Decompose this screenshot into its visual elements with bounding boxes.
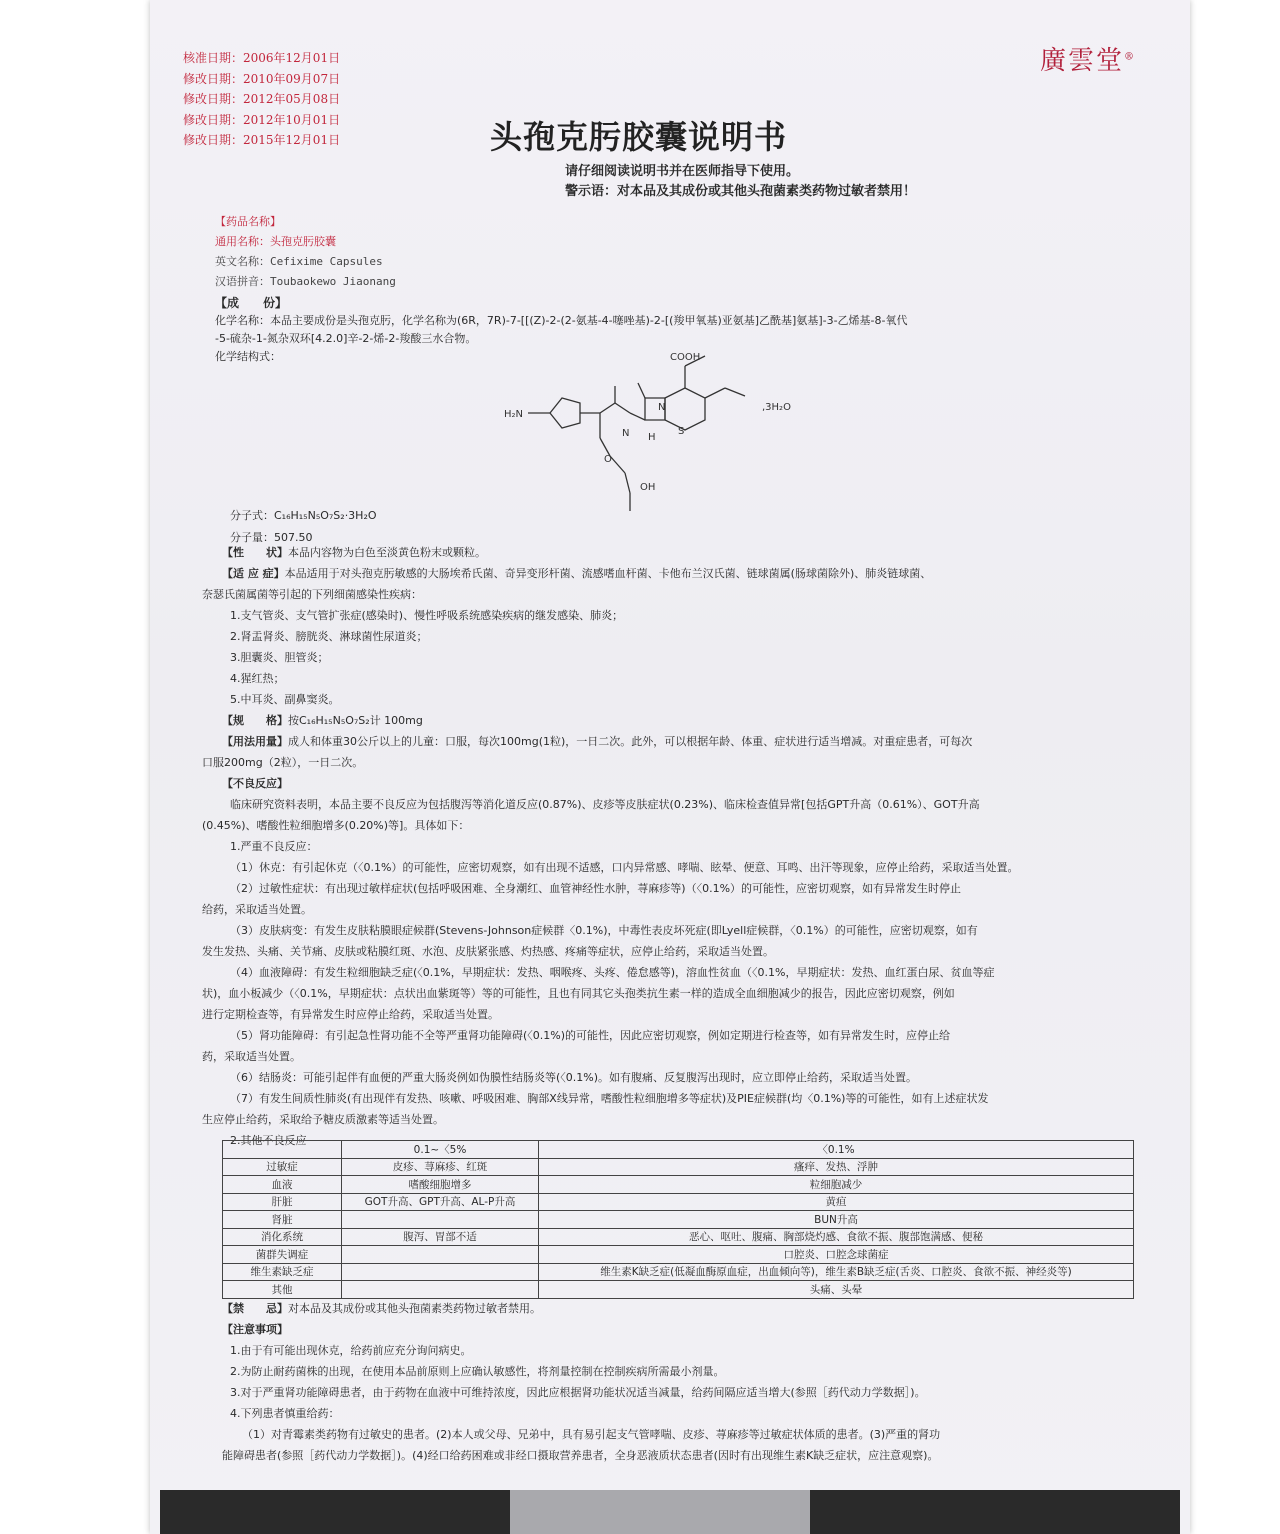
adverse-line: （1）休克：有引起休克（〈0.1%）的可能性，应密切观察，如有出现不适感，口内异常感、哮喘、眩晕、便意、耳鸣、出汗等现象，应停止给药，采取适当处置。 xyxy=(230,861,1019,874)
table-row xyxy=(223,1281,1134,1299)
warning-text: 警示语：对本品及其成份或其他头孢菌素类药物过敏者禁用！ xyxy=(565,184,917,199)
table-cell: 头痛、头晕 xyxy=(539,1281,1134,1299)
dosage-text: 成人和体重30公斤以上的儿童：口服，每次100mg(1粒)，一日二次。此外，可以根据年龄、体重、症状进行适当增减。对重症患者，可每次 xyxy=(288,735,973,748)
table-cell: 肾脏 xyxy=(223,1211,342,1229)
date-line: 核准日期：2006年12月01日 xyxy=(183,51,341,65)
indication-item: 4.猩红热； xyxy=(230,672,285,685)
subtitle: 请仔细阅读说明书并在医师指导下使用。 xyxy=(565,164,800,179)
section-heading: 【药品名称】 xyxy=(215,215,281,228)
precaution-subitem: 能障碍患者(参照［药代动力学数据］)。(4)经口给药困难或非经口摄取营养患者，全身恶液质状态患者(因时有出现维生素K缺乏症状，应注意观察)。 xyxy=(222,1449,939,1462)
table-cell: 粒细胞减少 xyxy=(539,1176,1134,1194)
table-header-cell: 0.1~〈5% xyxy=(342,1141,539,1159)
table-cell: 嗜酸细胞增多 xyxy=(342,1176,539,1194)
molecular-weight: 分子量：507.50 xyxy=(230,531,313,544)
section-heading: 【性 状】 xyxy=(222,546,288,559)
chemical-structure-diagram xyxy=(500,348,820,518)
pinyin-name: 汉语拼音：Toubaokewo Jiaonang xyxy=(215,275,396,288)
adverse-line: 给药，采取适当处置。 xyxy=(202,903,312,916)
precaution-item: 2.为防止耐药菌株的出现，在使用本品前原则上应确认敏感性，将剂量控制在控制疾病所需最小剂量。 xyxy=(230,1365,725,1378)
structure-text: O xyxy=(604,454,612,465)
dosage-text: 口服200mg（2粒），一日二次。 xyxy=(202,756,364,769)
adverse-line: 发生发热、头痛、关节痛、皮肤或粘膜红斑、水泡、皮肤紧张感、灼热感、疼痛等症状，应停止给药，采取适当处置。 xyxy=(202,945,774,958)
precaution-item: 3.对于严重肾功能障碍患者，由于药物在血液中可维持浓度，因此应根据肾功能状况适当减量，给药间隔应适当增大(参照［药代动力学数据］)。 xyxy=(230,1386,926,1399)
adverse-line: 状)，血小板减少（〈0.1%，早期症状：点状出血紫斑等）等的可能性，且也有同其它头孢类抗生素一样的造成全血细胞减少的报告，因此应密切观察，例如 xyxy=(202,987,955,1000)
section-heading: 【注意事项】 xyxy=(222,1323,288,1336)
adverse-line: （7）有发生间质性肺炎(有出现伴有发热、咳嗽、呼吸困难、胸部X线异常，嗜酸性粒细胞增多等症状)及PIE症候群(均〈0.1%)等的可能性，如有上述症状发 xyxy=(230,1092,989,1105)
indication-item: 5.中耳炎、副鼻窦炎。 xyxy=(230,693,340,706)
table-cell: 消化系统 xyxy=(223,1228,342,1246)
structure-text: H xyxy=(648,432,656,443)
revision-dates xyxy=(183,48,340,151)
english-name: 英文名称：Cefixime Capsules xyxy=(215,255,383,268)
table-header-cell xyxy=(223,1141,342,1159)
other-adverse-heading: 2.其他不良反应 xyxy=(230,1134,307,1147)
table-cell: 口腔炎、口腔念球菌症 xyxy=(539,1246,1134,1264)
structure-text: S xyxy=(678,426,685,437)
table-cell xyxy=(342,1246,539,1264)
date-line: 修改日期：2012年10月01日 xyxy=(183,112,341,127)
adverse-line: 进行定期检查等，有异常发生时应停止给药，采取适当处置。 xyxy=(202,1008,499,1021)
table-row xyxy=(223,1263,1134,1281)
table-header-cell: 〈0.1% xyxy=(539,1141,1134,1159)
chem-name-line: 化学名称：本品主要成份是头孢克肟，化学名称为(6R，7R)-7-[[(Z)-2-(2-氨基-4-噻唑基)-2-[(羧甲氧基)亚氨基]乙酰基]氨基]-3-乙烯基-8-氧代 xyxy=(215,314,908,327)
indications-text: 奈瑟氏菌属菌等引起的下列细菌感染性疾病： xyxy=(202,588,422,601)
section-heading: 【不良反应】 xyxy=(222,777,288,790)
table-cell: 腹泻、胃部不适 xyxy=(342,1228,539,1246)
table-cell: 黄疸 xyxy=(539,1193,1134,1211)
brand-logo: 廣雲堂® xyxy=(1040,46,1137,76)
adverse-line: （5）肾功能障碍：有引起急性肾功能不全等严重肾功能障碍(〈0.1%)的可能性，因此应密切观察，例如定期进行检查等，如有异常发生时，应停止给 xyxy=(230,1029,951,1042)
adverse-reactions-table xyxy=(222,1140,1134,1299)
adverse-line: 生应停止给药，采取给予糖皮质激素等适当处置。 xyxy=(202,1113,444,1126)
table-cell: 瘙痒、发热、浮肿 xyxy=(539,1158,1134,1176)
table-cell: 维生素缺乏症 xyxy=(223,1263,342,1281)
table-row xyxy=(223,1158,1134,1176)
indications-text: 本品适用于对头孢克肟敏感的大肠埃希氏菌、奇异变形杆菌、流感嗜血杆菌、卡他布兰汉氏菌、链球菌属(肠球菌除外)、肺炎链球菌、 xyxy=(284,567,932,580)
molecular-formula: 分子式：C₁₆H₁₅N₅O₇S₂·3H₂O xyxy=(230,509,377,522)
indication-item: 3.胆囊炎、胆管炎； xyxy=(230,651,329,664)
table-header-row xyxy=(223,1141,1134,1159)
photo-bottom-edge xyxy=(160,1490,1180,1534)
table-row xyxy=(223,1193,1134,1211)
table-row xyxy=(223,1176,1134,1194)
table-cell: 恶心、呕吐、腹痛、胸部烧灼感、食欲不振、腹部饱满感、便秘 xyxy=(539,1228,1134,1246)
structure-text: H₂N xyxy=(504,409,524,420)
table-cell: BUN升高 xyxy=(539,1211,1134,1229)
indication-item: 2.肾盂肾炎、膀胱炎、淋球菌性尿道炎； xyxy=(230,630,428,643)
table-row xyxy=(223,1228,1134,1246)
structure-label: 化学结构式： xyxy=(215,350,281,363)
adverse-intro: (0.45%)、嗜酸性粒细胞增多(0.20%)等]。具体如下： xyxy=(202,819,470,832)
precautions-section xyxy=(222,1298,1182,1466)
table-cell: 菌群失调症 xyxy=(223,1246,342,1264)
structure-text: COOH xyxy=(670,352,701,363)
table-cell: 肝脏 xyxy=(223,1193,342,1211)
table-row xyxy=(223,1211,1134,1229)
date-line: 修改日期：2012年05月08日 xyxy=(183,92,341,106)
table-cell: 其他 xyxy=(223,1281,342,1299)
table-row xyxy=(223,1246,1134,1264)
table-cell: 过敏症 xyxy=(223,1158,342,1176)
document-title: 头孢克肟胶囊说明书 xyxy=(490,118,788,156)
table-cell: 血液 xyxy=(223,1176,342,1194)
section-heading: 【用法用量】 xyxy=(222,735,288,748)
adverse-line: （2）过敏性症状：有出现过敏样症状(包括呼吸困难、全身潮红、血管神经性水肿，荨麻疹等)（〈0.1%）的可能性，应密切观察，如有异常发生时停止 xyxy=(230,882,962,895)
structure-text: OH xyxy=(640,482,656,493)
adverse-intro: 临床研究资料表明，本品主要不良反应为包括腹泻等消化道反应(0.87%)、皮疹等皮肤症状(0.23%)、临床检查值异常[包括GPT升高（0.61%）、GOT升高 xyxy=(230,798,980,811)
drug-name-section xyxy=(215,212,396,292)
structure-text: N xyxy=(622,428,630,439)
serious-heading: 1.严重不良反应： xyxy=(230,840,318,853)
section-heading: 【适 应 症】 xyxy=(222,567,285,580)
precaution-item: 1.由于有可能出现休克，给药前应充分询问病史。 xyxy=(230,1344,472,1357)
properties-text: 本品内容物为白色至淡黄色粉末或颗粒。 xyxy=(288,546,486,559)
precaution-subitem: （1）对青霉素类药物有过敏史的患者。(2)本人或父母、兄弟中，具有易引起支气管哮喘、皮疹、荨麻疹等过敏症状体质的患者。(3)严重的肾功 xyxy=(242,1428,941,1441)
section-heading: 【禁 忌】 xyxy=(222,1302,288,1315)
table-cell: 皮疹、荨麻疹、红斑 xyxy=(342,1158,539,1176)
adverse-line: 药，采取适当处置。 xyxy=(202,1050,301,1063)
indication-item: 1.支气管炎、支气管扩张症(感染时)、慢性呼吸系统感染疾病的继发感染、肺炎； xyxy=(230,609,624,622)
table-cell: 维生素K缺乏症(低凝血酶原血症，出血倾向等)，维生素B缺乏症(舌炎、口腔炎、食欲不振、神经炎等) xyxy=(539,1263,1134,1281)
contraindications-text: 对本品及其成份或其他头孢菌素类药物过敏者禁用。 xyxy=(288,1302,541,1315)
section-heading: 【规 格】 xyxy=(222,714,288,727)
structure-text: N xyxy=(658,402,666,413)
adverse-line: （3）皮肤病变：有发生皮肤粘膜眼症候群(Stevens-Johnson症候群〈0.1%)，中毒性表皮坏死症(即Lyell症候群，〈0.1%）的可能性，应密切观察，如有 xyxy=(230,924,978,937)
table-cell: GOT升高、GPT升高、AL-P升高 xyxy=(342,1193,539,1211)
table-cell xyxy=(342,1281,539,1299)
adverse-line: （6）结肠炎：可能引起伴有血便的严重大肠炎例如伪膜性结肠炎等(〈0.1%)。如有腹痛、反复腹泻出现时，应立即停止给药，采取适当处置。 xyxy=(230,1071,918,1084)
table-cell xyxy=(342,1263,539,1281)
generic-name: 通用名称：头孢克肟胶囊 xyxy=(215,235,336,248)
properties-section xyxy=(202,542,1182,1151)
date-line: 修改日期：2015年12月01日 xyxy=(183,133,341,147)
precaution-item: 4.下列患者慎重给药： xyxy=(230,1407,340,1420)
spec-text: 按C₁₆H₁₅N₅O₇S₂计 100mg xyxy=(288,714,423,727)
date-line: 修改日期：2010年09月07日 xyxy=(183,71,341,86)
structure-text: ,3H₂O xyxy=(762,402,791,413)
adverse-line: （4）血液障碍：有发生粒细胞缺乏症(〈0.1%，早期症状：发热、咽喉疼、头疼、倦怠感等)，溶血性贫血（〈0.1%，早期症状：发热、血红蛋白尿、贫血等症 xyxy=(230,966,995,979)
table-cell xyxy=(342,1211,539,1229)
chem-name-line: -5-硫杂-1-氮杂双环[4.2.0]辛-2-烯-2-羧酸三水合物。 xyxy=(215,332,477,345)
section-heading: 【成 份】 xyxy=(215,296,288,310)
